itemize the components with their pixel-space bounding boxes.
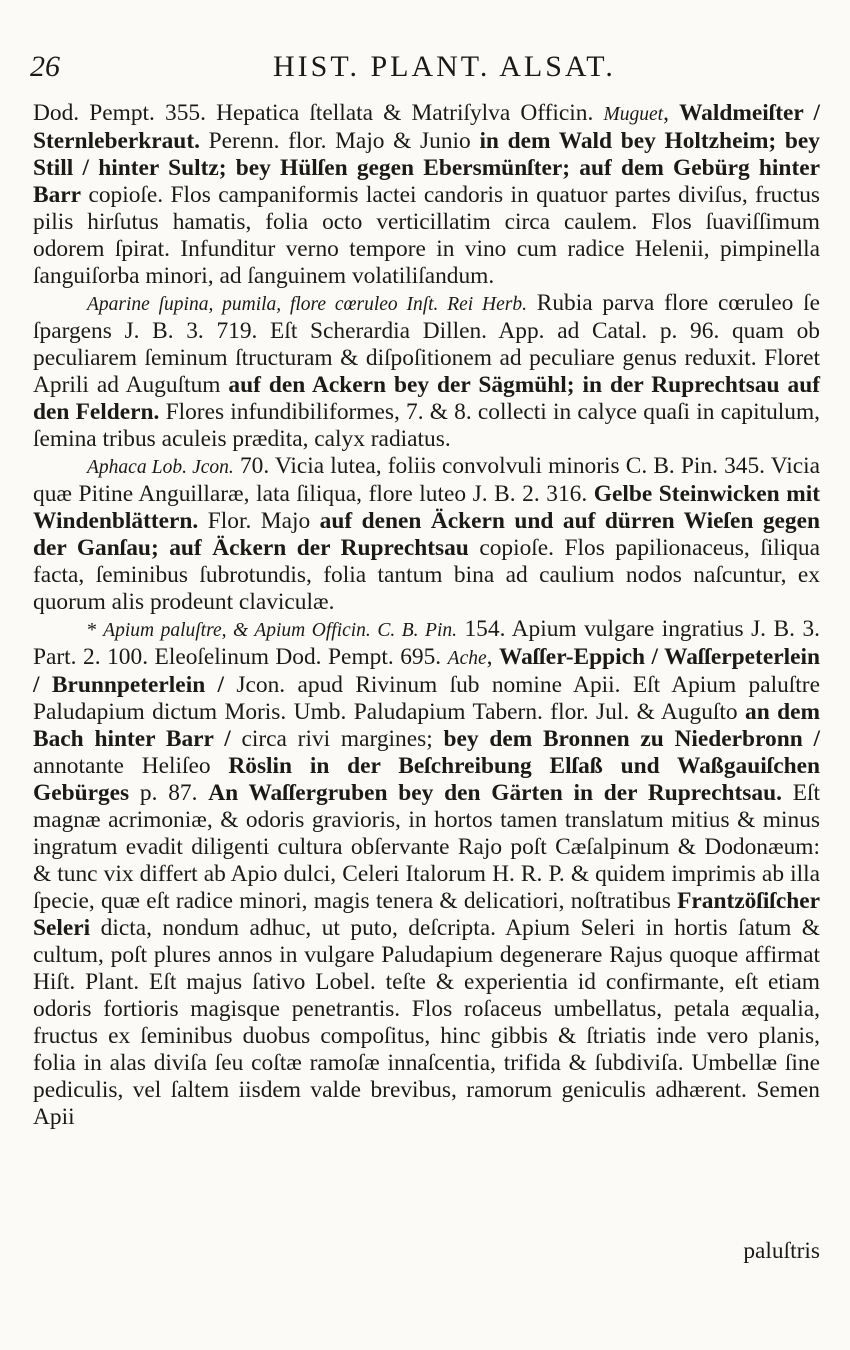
paragraph-hepatica bbox=[33, 100, 820, 290]
species-heading: Apium paluſtre, & Apium Officin. C. B. Pin. bbox=[97, 620, 457, 641]
page-header bbox=[30, 50, 820, 90]
text-run: , bbox=[486, 644, 500, 670]
species-heading: Aphaca Lob. Jcon. bbox=[87, 457, 234, 478]
text-run: copioſe. Flos campaniformis lactei candoris in quatuor partes diviſus, fructus pilis hirſutus hamatis, folia octo verticillatim circa caulem. Flos ſuaviſſimum odorem ſpirat. Infunditur verno tempore in vino cum radice Helenii, pimpinella ſanguiſorba minori, ad ſanguinem volatiliſandum. bbox=[33, 182, 820, 289]
species-heading: Aparine ſupina, pumila, flore cœruleo Inſt. Rei Herb. bbox=[87, 294, 527, 315]
text-run: Eſt magnæ acrimoniæ, & odoris gravioris, in hortos tamen translatum mitius & minus ingratum evadit diligenti cultura obſervante Rajo poſt Cæſalpinum & Dodonæum: & tunc vix differt ab Apio dulci, Celeri Italorum H. R. P. & quidem imprimis ab illa ſpecie, quæ eſt radice minori, magis tenera & delicatiori, noſtratibus bbox=[33, 780, 820, 914]
text-run: 70. Vicia lutea, foliis convolvuli minoris C. B. Pin. 345. Vicia quæ Pitine Anguillaræ, lata ſiliqua, flore luteo J. B. 2. 316. bbox=[33, 453, 820, 507]
catchword: paluſtris bbox=[743, 1238, 820, 1264]
text-run: , bbox=[663, 100, 680, 126]
german-name: Waldmeiſter / Sternleberkraut. bbox=[33, 100, 820, 154]
french-name: Ache bbox=[447, 648, 487, 669]
text-run: Flores infundibiliformes, 7. & 8. collecti in calyce quaſi in capitulum, ſemina tribus aculeis prædita, calyx radiatus. bbox=[33, 399, 821, 452]
paragraph-aparine bbox=[33, 290, 820, 453]
german-locality: bey dem Bronnen zu Niederbronn / bbox=[443, 726, 820, 752]
paragraph-apium bbox=[33, 616, 820, 1131]
text-run: Dod. Pempt. 355. Hepatica ſtellata & Matriſylva Officin. bbox=[33, 100, 604, 126]
german-locality: in dem Wald bey Holtzheim; bey Still / hinter Sultz; bey Hülſen gegen Ebersmünſter; auf dem Gebürg hinter Barr bbox=[33, 128, 820, 208]
french-name: Muguet bbox=[603, 104, 664, 125]
text-block bbox=[33, 100, 820, 1131]
german-name: Frantzöſiſcher Seleri bbox=[33, 888, 820, 941]
german-locality: an dem Bach hinter Barr / bbox=[33, 699, 820, 752]
running-title: HIST. PLANT. ALSAT. bbox=[273, 50, 616, 83]
text-run: copioſe. Flos papilionaceus, ſiliqua facta, ſeminibus ſubrotundis, folia tantum bina ad caulium nodos naſcuntur, ex quorum alis prodeunt claviculæ. bbox=[33, 535, 820, 615]
german-name: Gelbe Steinwicken mit Windenblättern. bbox=[33, 481, 820, 534]
german-book-title: Röslin in der Beſchreibung Elſaß und Waßgauiſchen Gebürges bbox=[33, 753, 820, 806]
text-run: Perenn. flor. Majo & Junio bbox=[199, 128, 480, 154]
text-run: annotante Heliſeo bbox=[33, 753, 229, 779]
german-locality: auf den Ackern bey der Sägmühl; in der Ruprechtsau auf den Feldern. bbox=[33, 372, 820, 425]
text-run: dicta, nondum adhuc, ut puto, deſcripta. Apium Seleri in hortis ſatum & cultum, poſt plures annos in vulgare Paludapium degenerare Rajus quoque affirmat Hiſt. Plant. Eſt majus ſativo Lobel. teſte & experientia id confirmante, eſt etiam odoris fortioris magisque penetrantis. Flos roſaceus umbellatus, petala æqualia, fructus ex ſeminibus duobus compoſitus, hinc gibbis & ſtriatis inde vero planis, folia in alas diviſa ſeu coſtæ ramoſæ innaſcentia, trifida & ſubdiviſa. Umbellæ ſine pediculis, vel ſaltem iisdem valde brevibus, ramorum geniculis adhærent. Semen Apii bbox=[33, 915, 820, 1130]
text-run: 154. Apium vulgare ingratius J. B. 3. Part. 2. 100. Eleoſelinum Dod. Pempt. 695. bbox=[33, 616, 820, 670]
page-number: 26 bbox=[30, 50, 60, 83]
text-run: Rubia parva flore cœruleo ſe ſpargens J. B. 3. 719. Eſt Scherardia Dillen. App. ad Catal. p. 96. quam ob peculiarem ſeminum ſtructuram & diſpoſitionem ad peculiare genus reduxit. Floret Aprili ad Auguſtum bbox=[33, 290, 820, 398]
text-run: circa rivi margines; bbox=[230, 726, 444, 752]
text-run: p. 87. bbox=[129, 780, 209, 806]
german-locality: auf denen Äckern und auf dürren Wieſen gegen der Ganſau; auf Äckern der Ruprechtsau bbox=[33, 508, 820, 561]
text-run: Flor. Majo bbox=[198, 508, 320, 534]
asterisk-mark: * bbox=[87, 619, 97, 641]
text-run: Jcon. apud Rivinum ſub nomine Apii. Eſt Apium paluſtre Paludapium dictum Moris. Umb. Paludapium Tabern. flor. Jul. & Auguſto bbox=[33, 672, 820, 725]
paragraph-aphaca bbox=[33, 453, 820, 616]
german-name: Waſſer-Eppich / Waſſerpeterlein / Brunnpeterlein / bbox=[33, 644, 821, 698]
german-locality: An Waſſergruben bey den Gärten in der Ruprechtsau. bbox=[208, 780, 782, 806]
